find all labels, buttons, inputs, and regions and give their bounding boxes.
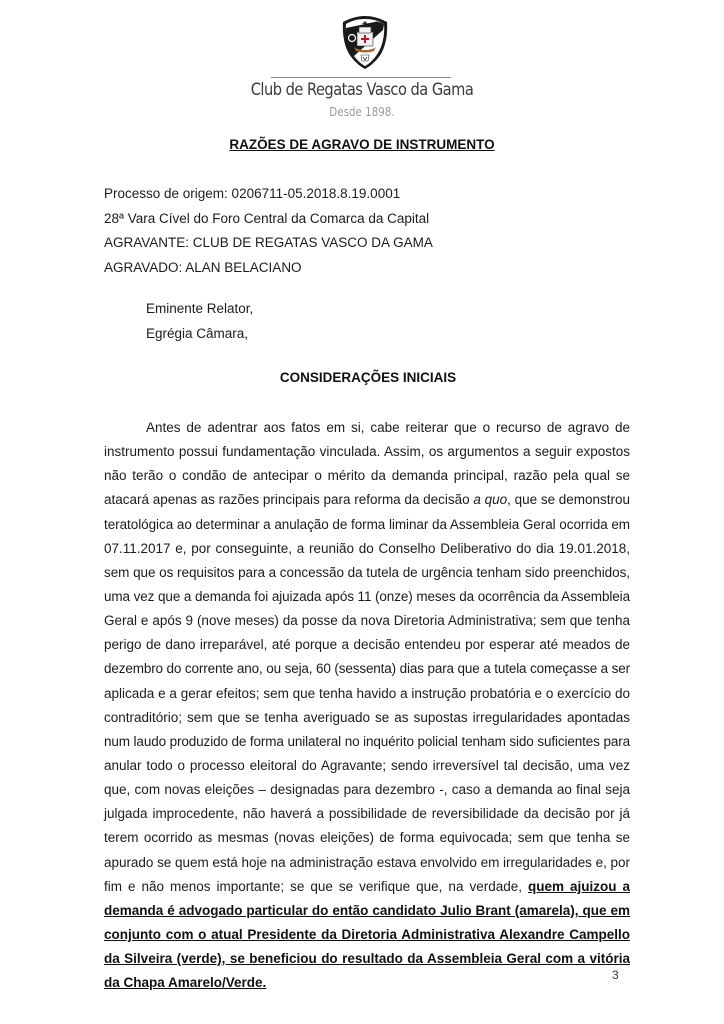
paragraph-text: fim e não menos importante; se que se verifique que, na verdade, [104, 878, 528, 894]
paragraph-line: sem que os requisitos para a concessão da tutela de urgência tenham sido preenchidos, [104, 564, 630, 580]
salutation-chamber: Egrégia Câmara, [146, 325, 249, 341]
club-founding-tagline: Desde 1898. [329, 105, 395, 119]
italic-a-quo: a quo [473, 492, 508, 508]
paragraph-text: , que se demonstrou [507, 492, 630, 508]
paragraph-line [104, 875, 630, 899]
paragraph-line: Geral e após 9 (nove meses) da posse da nova Diretoria Administrativa; sem que tenha [104, 613, 630, 629]
letterhead [0, 0, 724, 119]
paragraph-line: aplicada e a gerar efeitos; sem que tenha havido a instrução probatória e o exercício do [104, 685, 630, 701]
paragraph-line: uma vez que a demanda foi ajuizada após 11 (onze) meses da ocorrência da Assembleia [104, 588, 630, 604]
paragraph-line: 07.11.2017 e, por conseguinte, a reunião do Conselho Deliberativo do dia 19.01.2018, [104, 540, 630, 556]
paragraph-line: apurado se quem está hoje na administração estava envolvido em irregularidades e, por [104, 854, 630, 870]
paragraph-line: contraditório; sem que se tenha averiguado se as supostas irregularidades apontadas [104, 709, 630, 725]
paragraph-line: num laudo produzido de forma unilateral no inquérito policial tenham sido suficientes para [104, 733, 630, 749]
document-title: RAZÕES DE AGRAVO DE INSTRUMENTO [229, 137, 495, 152]
emphasis-text: quem ajuizou a [527, 878, 630, 894]
court: 28ª Vara Cível do Foro Central da Comarca da Capital [104, 210, 430, 226]
paragraph-line [104, 488, 630, 512]
body-paragraph [104, 416, 630, 995]
letterhead-rule [271, 77, 451, 78]
case-metadata [104, 182, 433, 280]
emphasis-line: conjunto com o atual Presidente da Diretoria Administrativa Alexandre Campello [104, 926, 630, 942]
origin-process: Processo de origem: 0206711-05.2018.8.19.0001 [104, 186, 401, 201]
appellant: AGRAVANTE: CLUB DE REGATAS VASCO DA GAMA [104, 235, 433, 250]
paragraph-line: perigo de dano irreparável, até porque a decisão entendeu por esperar até meados de [104, 637, 630, 653]
salutation [146, 297, 253, 346]
appellee: AGRAVADO: ALAN BELACIANO [104, 259, 302, 275]
paragraph-line: anular todo o processo eleitoral do Agravante; sendo irreversível tal decisão, uma vez [104, 757, 630, 773]
emphasis-line: da Silveira (verde), se beneficiou do resultado da Assembleia Geral com a vitória [104, 951, 630, 967]
section-heading: CONSIDERAÇÕES INICIAIS [279, 370, 457, 385]
paragraph-line: terem ocorrido as mesmas (novas eleições) de forma equivocada; sem que tenha se [104, 830, 630, 846]
emphasis-line: demanda é advogado particular do então candidato Julio Brant (amarela), que em [104, 902, 630, 918]
paragraph-line: julgada improcedente, não haverá a possibilidade de reversibilidade da decisão por já [104, 806, 630, 822]
paragraph-line: dezembro do corrente ano, ou seja, 60 (sessenta) dias para que a tutela começasse a ser [104, 661, 631, 677]
paragraph-line: teratológica ao determinar a anulação de forma liminar da Assembleia Geral ocorrida em [104, 516, 630, 532]
paragraph-line: que, com novas eleições – designadas para dezembro -, caso a demanda ao final seja [104, 782, 630, 798]
salutation-rapporteur: Eminente Relator, [146, 301, 254, 316]
emphasis-line: da Chapa Amarelo/Verde. [104, 975, 267, 991]
paragraph-line: não terão o condão de antecipar o mérito da demanda principal, razão pela qual se [104, 468, 630, 484]
page-number: 3 [612, 968, 619, 982]
vasco-da-gama-crest-icon [339, 14, 391, 70]
club-name: Club de Regatas Vasco da Gama [250, 80, 474, 100]
paragraph-line: instrumento possui fundamentação vinculada. Assim, os argumentos a seguir expostos [104, 444, 630, 460]
paragraph-line: Antes de adentrar aos fatos em si, cabe reiterar que o recurso de agravo de [146, 420, 630, 435]
paragraph-text: atacará apenas as razões principais para reforma da decisão [104, 492, 474, 508]
